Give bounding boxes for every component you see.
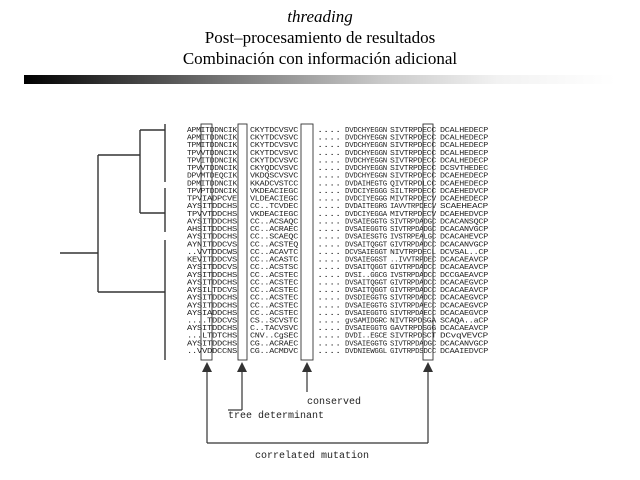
alignment-cell: ....	[317, 347, 341, 356]
alignment-cell: CKYTDCVSVC	[250, 142, 300, 151]
alignment-cell: DCALHEDECP	[440, 127, 488, 135]
alignment-cell: ....	[317, 241, 341, 250]
alignment-cell: GIVTRPDADCC	[390, 287, 437, 296]
arrowhead-conserved	[302, 362, 312, 372]
alignment-cell: DVDNIEWGGL	[345, 347, 387, 356]
alignment-cell: GIVTRPDADCC	[390, 241, 437, 250]
alignment-cell: ....	[317, 180, 341, 189]
alignment-cell: MIVTRPDECV	[390, 195, 437, 204]
alignment-cell: DCALHEDECP	[440, 157, 488, 166]
alignment-cell: DCvqVEVCP	[440, 332, 488, 341]
alignment-cell: DCACAEAVCP	[440, 256, 488, 265]
alignment-cell: ....	[317, 332, 341, 341]
alignment-cell: DCAEHEDECP	[440, 172, 488, 181]
alignment-cell: ....	[317, 165, 341, 174]
alignment-cell: SIVTRPDECC	[390, 142, 437, 151]
title-postprocessing: Post–procesamiento de resultados	[204, 28, 436, 47]
alignment-cell: DCACANVGCP	[440, 226, 488, 235]
alignment-cell: CC..ACRAEC	[250, 226, 300, 235]
alignment-cell: ....	[317, 142, 341, 151]
alignment-cell: DCAEHEDECP	[440, 195, 488, 204]
alignment-cell: ....	[317, 172, 341, 181]
alignment-cell: SCAQA..aCP	[440, 317, 488, 326]
alignment-cell: AYSITDDCHS	[187, 271, 237, 280]
alignment-cell: CC..ACSTEQ	[250, 241, 298, 250]
alignment-cell: DCACAEGVCP	[440, 309, 488, 318]
alignment-cell: ....	[317, 210, 341, 219]
alignment-cell: ....	[317, 264, 341, 273]
alignment-cell: AYSIADDCHS	[187, 309, 237, 318]
alignment-cell: DVDCHYEGGN	[345, 149, 387, 158]
alignment-cell: AYSITDDCHS	[187, 302, 237, 311]
alignment-cell: AYSITDDCVS	[187, 264, 237, 273]
alignment-cell: DCACAEGVCP	[440, 294, 488, 303]
alignment-cell: IVSTRPEALGC	[390, 233, 437, 242]
alignment-cell: CC..ACSTEC	[250, 271, 300, 280]
arrow-heads	[202, 362, 433, 372]
alignment-cell: ....	[317, 233, 341, 242]
alignment-cell: ..IVVTRPDEC	[390, 256, 437, 265]
alignment-cell: ....	[317, 294, 341, 303]
alignment-cell: DVSAIEGGTG	[345, 325, 387, 334]
alignment-cell: TPMITDDNCIK	[187, 142, 238, 151]
alignment-cell: CC..ACSTEC	[250, 302, 300, 311]
alignment-cell: DVDCIYEGGA	[345, 210, 388, 219]
alignment-cell: GIVTRPDADCC	[390, 264, 437, 273]
alignment-cell: DVSAITQGGT	[345, 264, 388, 273]
alignment-cell: SILTRPDECC	[390, 187, 437, 196]
alignment-cell: DCALHEDECP	[440, 149, 488, 158]
alignment-cell: ....	[317, 340, 341, 349]
alignment-cell: DCACAEGVCP	[440, 302, 488, 311]
alignment-cell: AYNITDDCVS	[187, 241, 237, 250]
alignment-cell: DCALHEDECP	[440, 134, 488, 143]
alignment-cell: VLDEACIEGC	[250, 195, 300, 204]
alignment-cell: DCAEHEDECP	[440, 180, 488, 189]
alignment-cell: DVSAIEGGTG	[345, 302, 387, 311]
alignment-cell: SIVTRPDECC	[390, 149, 437, 158]
alignment-cell: ....	[317, 317, 341, 326]
alignment-cell: DVSAIEGGTG	[345, 309, 387, 318]
alignment-cell: SCAEHEACP	[440, 203, 488, 212]
title-combination: Combinación con información adicional	[182, 49, 458, 68]
alignment-cell: DVSAIESGTG	[345, 233, 387, 242]
alignment-cell: APMITDDNCIK	[187, 127, 238, 135]
alignment-cell: MIVTRPDECV	[390, 210, 437, 219]
alignment-cell: DCCGAEAVCP	[440, 271, 488, 280]
phylogenetic-tree	[60, 124, 165, 360]
alignment-cell: ....	[317, 134, 341, 143]
alignment-cell: DCALHEDECP	[440, 142, 488, 151]
alignment-cell: VKDQSCVSVC	[250, 172, 300, 181]
alignment-cell: DCACANVGCP	[440, 340, 488, 349]
alignment-cell: SIVTRPDADCC	[390, 294, 437, 303]
alignment-cell: AYSITDDCHS	[187, 233, 237, 242]
alignment-cell: DCACAHEVCP	[440, 233, 488, 242]
alignment-cell: CC..ACSAQC	[250, 218, 300, 227]
alignment-cell: DPMITDDNCIK	[187, 180, 238, 189]
alignment-cell: DVDAITEGRG	[345, 203, 387, 212]
alignment-cell: ....	[317, 248, 341, 257]
alignment-cell: DCAAIEDVCP	[440, 347, 488, 356]
alignment-cell: DVSAIEGGTG	[345, 340, 387, 349]
alignment-cell: GAVTRPDSGG	[390, 325, 436, 334]
alignment-cell: TPVVTDDCHS	[187, 210, 237, 219]
alignment-cell: KKADCVSTCC	[250, 180, 300, 189]
alignment-cell: CC..ACSTEC	[250, 294, 300, 303]
alignment-cell: AYSITDDCHS	[187, 325, 237, 334]
alignment-cell: SIVTRPDECC	[390, 157, 437, 166]
alignment-cell: TPVVTDDNCIK	[187, 165, 238, 174]
alignment-cell: IAVVTRPDECV	[390, 203, 437, 212]
alignment-cell: TPVITDDNCIK	[187, 157, 238, 166]
alignment-cell: SIVTRPDECC	[390, 134, 437, 143]
alignment-cell: DVDCIYEGGG	[345, 195, 387, 204]
label-conserved: conserved	[307, 397, 362, 408]
alignment-cell: ....	[317, 195, 341, 204]
alignment-cell: SIVTRPDECC	[390, 172, 437, 181]
arrowhead-left	[202, 362, 212, 372]
alignment-cell: ..VVDDCCNS	[187, 347, 237, 356]
alignment-cell: AYSITDDCHS	[187, 218, 237, 227]
alignment-cell: DCVSAL..CP	[440, 248, 488, 257]
alignment-cell: CKYTDCVSVC	[250, 157, 300, 166]
alignment-cell: DVSAIEGGTG	[345, 226, 387, 235]
alignment-cell: DCACAEAVCP	[440, 287, 488, 296]
alignment-cell: TPVPTDDNCIK	[187, 187, 238, 196]
alignment-cell: NIVTRPDECL	[390, 248, 436, 257]
alignment-cell: AHSITDDCHS	[187, 226, 237, 235]
title-threading: threading	[287, 7, 353, 26]
alignment-cell: DPVMTDEQCIK	[187, 172, 238, 181]
alignment-cell: DCACANVGCP	[440, 241, 488, 250]
alignment-cell: DVSAITQGGT	[345, 241, 388, 250]
alignment-cell: GIVTRPDSDCC	[390, 347, 437, 356]
alignment-cell: DVSDIEGGTG	[345, 294, 387, 303]
alignment-cell: ....	[317, 127, 341, 135]
alignment-cell: ....	[317, 271, 341, 280]
alignment-cell: DCACAEAVCP	[440, 325, 488, 334]
alignment-cell: gvSAMIDGRC	[345, 317, 388, 326]
alignment-cell: CC..ACSTEC	[250, 309, 300, 318]
alignment-cell: DVDCHYEGGN	[345, 127, 387, 135]
alignment-cell: ....	[317, 325, 341, 334]
alignment-cell: ....	[317, 226, 341, 235]
alignment-cell: DVSAIEGGST	[345, 256, 388, 265]
alignment-cell: NIVTRPDSGA	[390, 317, 437, 326]
alignment-cell: SIVTRPDECC	[390, 127, 437, 135]
alignment-cell: APMITDDNCIK	[187, 134, 238, 143]
alignment-cell: DCVSAIEGGT	[345, 248, 388, 257]
alignment-cell: CC..SCAEQC	[250, 233, 300, 242]
alignment-cell: DVDAIHEGTG	[345, 180, 387, 189]
alignment-cell: ....TDDCVS	[187, 317, 237, 326]
alignment-cell: ....	[317, 187, 341, 196]
alignment-cell: DCACAEGVCP	[440, 279, 488, 288]
alignment-cell: CC..ACSTEC	[250, 279, 300, 288]
alignment-rows	[187, 127, 489, 356]
alignment-cell: CC..ACASTC	[250, 256, 300, 265]
label-tree-determinant: tree determinant	[228, 411, 325, 422]
alignment-cell: CKYTDCVSVC	[250, 127, 300, 135]
alignment-cell: AYSITDDCHS	[187, 294, 237, 303]
alignment-cell: DVDI..EGCE	[345, 332, 387, 341]
alignment-cell: DVSAITQGGT	[345, 279, 388, 288]
alignment-cell: CC..TCVDEC	[250, 203, 300, 212]
alignment-cell: DVDCIYEGGG	[345, 187, 387, 196]
arrowhead-tree	[237, 362, 247, 372]
alignment-cell: ....	[317, 302, 341, 311]
alignment-cell: ....	[317, 203, 341, 212]
alignment-cell: AYSITDDCHS	[187, 340, 237, 349]
arrowhead-right	[423, 362, 433, 372]
alignment-cell: AYSILTDCVS	[187, 287, 237, 296]
alignment-cell: KEVITDDCVS	[187, 256, 237, 265]
box-tree-determinant	[238, 124, 247, 360]
alignment-cell: AYSITDDCHS	[187, 203, 237, 212]
alignment-cell: CG..ACMDVC	[250, 347, 300, 356]
alignment-cell: CC..ACSTEC	[250, 287, 300, 296]
alignment-cell: ....	[317, 157, 341, 166]
alignment-cell: DCSVTHEDEC	[440, 165, 490, 174]
alignment-cell: ..VVTDDCWS	[187, 248, 237, 257]
alignment-cell: ....	[317, 287, 341, 296]
alignment-cell: CKYTDCVSVC	[250, 149, 300, 158]
alignment-cell: SIVTRPDAECC	[390, 302, 437, 311]
alignment-cell: DVDCHYEGGN	[345, 134, 387, 143]
alignment-cell: VKDEACIEGC	[250, 210, 300, 219]
alignment-cell: SIVTRPDADGC	[390, 226, 437, 235]
alignment-cell: CS..SCVSTC	[250, 317, 300, 326]
alignment-cell: CG..ACRAEC	[250, 340, 300, 349]
alignment-cell: QIVTRPDLCC	[390, 180, 437, 189]
alignment-cell: ...LTDTCHS	[187, 332, 237, 341]
alignment-cell: SIVTRPDSCT	[390, 332, 437, 341]
alignment-cell: ....	[317, 218, 341, 227]
alignment-cell: SIVTRPDADGC	[390, 218, 437, 227]
alignment-cell: ....	[317, 279, 341, 288]
alignment-cell: DCAEHEDVCP	[440, 187, 488, 196]
alignment-cell: CKYTDCVSVC	[250, 134, 300, 143]
alignment-cell: DVSAITQGGT	[345, 287, 388, 296]
alignment-cell: CC..ACSTSC	[250, 264, 300, 273]
alignment-cell: TPVIADPCVE	[187, 195, 237, 204]
alignment-cell: GIVTRPDADCC	[390, 279, 437, 288]
label-correlated-mutation: correlated mutation	[255, 451, 370, 462]
alignment-cell: SIVTRPDADGC	[390, 340, 437, 349]
alignment-cell: CKYQDCVSVC	[250, 165, 300, 174]
alignment-cell: DCACAEAVCP	[440, 264, 488, 273]
alignment-cell: CC..ACAVTC	[250, 248, 300, 257]
alignment-cell: IVSTRPDADCC	[390, 271, 437, 280]
alignment-cell: ....	[317, 309, 341, 318]
box-conserved	[301, 124, 313, 360]
alignment-cell: SIVTRPDAECC	[390, 309, 437, 318]
alignment-cell: DVDCHYEGGN	[345, 172, 387, 181]
alignment-cell: DVDCHYEGGN	[345, 157, 387, 166]
alignment-cell: CNV..CgSEC	[250, 332, 300, 341]
alignment-cell: TPVVTDDNCIK	[187, 149, 238, 158]
alignment-cell: VKDEACIEGC	[250, 187, 300, 196]
alignment-cell: ....	[317, 256, 341, 265]
alignment-cell: DCAEHEDVCP	[440, 210, 488, 219]
alignment-cell: SIVTRPDECC	[390, 165, 437, 174]
alignment-cell: C..TACVSVC	[250, 325, 300, 334]
alignment-cell: ....	[317, 149, 341, 158]
alignment-cell: DCACANSQCP	[440, 218, 488, 227]
alignment-cell: DVDCHYEGGN	[345, 165, 387, 174]
alignment-cell: DVDCHYEGGN	[345, 142, 387, 151]
alignment-cell: AYSITDDCHS	[187, 279, 237, 288]
alignment-cell: DVSI..GGCG	[345, 271, 387, 280]
alignment-cell: DVSAIEGGTG	[345, 218, 387, 227]
